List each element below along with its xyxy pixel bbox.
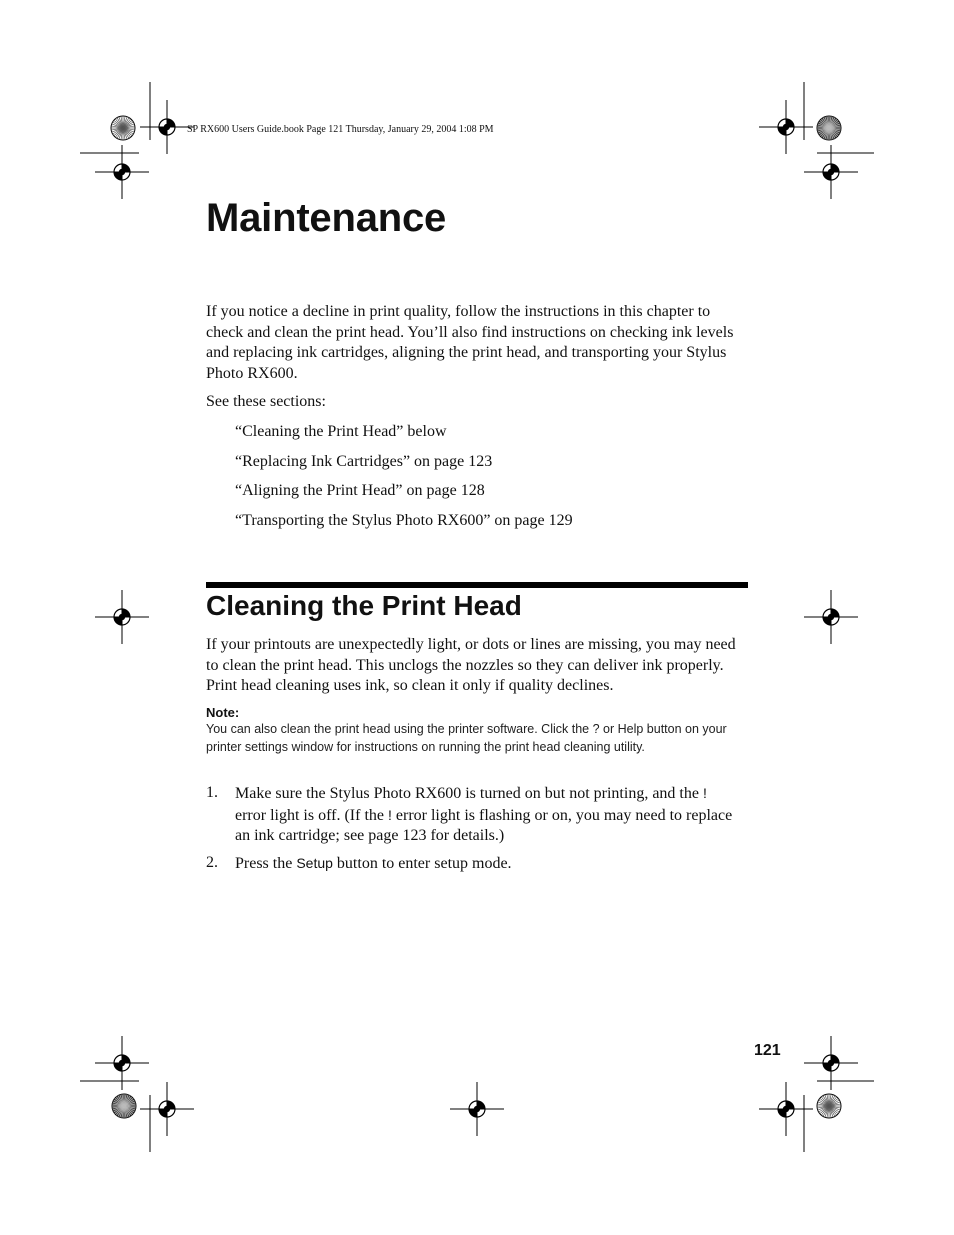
registration-target-icon xyxy=(804,1036,858,1090)
question-button-label: ? xyxy=(592,722,600,736)
section-paragraph: If your printouts are unexpectedly light, or dots or lines are missing, you may need to clean the print head. This unclogs the nozzles so they can deliver ink properly. Print head cleaning uses ink, so clean it only if quality declines. xyxy=(206,636,736,694)
page-number: 121 xyxy=(754,1042,781,1059)
registration-target-icon xyxy=(140,1082,194,1136)
note-label: Note: xyxy=(206,705,240,720)
section-link-cleaning[interactable]: “Cleaning the Print Head” below xyxy=(235,423,447,440)
step-number: 2. xyxy=(206,854,218,871)
registration-target-icon xyxy=(759,1082,813,1136)
section-link-replacing[interactable]: “Replacing Ink Cartridges” on page 123 xyxy=(235,453,493,470)
section-link-aligning[interactable]: “Aligning the Print Head” on page 128 xyxy=(235,482,485,499)
note-text: You can also clean the print head using the printer software. Click the ? or Help button on your printer settings window for instructions on running the print head cleaning utility. xyxy=(206,722,727,754)
chapter-title: Maintenance xyxy=(206,196,447,240)
help-button-label: Help xyxy=(617,722,644,736)
starburst-target-icon xyxy=(817,1094,841,1118)
registration-target-icon xyxy=(759,100,813,154)
registration-target-icon xyxy=(450,1082,504,1136)
step-number: 1. xyxy=(206,784,218,801)
section-link-transporting[interactable]: “Transporting the Stylus Photo RX600” on page 129 xyxy=(235,512,573,529)
book-file-info: SP RX600 Users Guide.book Page 121 Thursday, January 29, 2004 1:08 PM xyxy=(187,124,494,135)
registration-target-icon xyxy=(95,590,149,644)
registration-target-icon xyxy=(804,590,858,644)
starburst-target-icon xyxy=(111,116,135,140)
see-sections-label: See these sections: xyxy=(206,393,326,410)
starburst-target-icon xyxy=(817,116,841,140)
section-heading: Cleaning the Print Head xyxy=(206,590,522,621)
intro-paragraph: If you notice a decline in print quality, follow the instructions in this chapter to check and clean the print head. You’ll also find instructions on checking ink levels and replacing ink cartridges, aligning the print head, and transporting your Stylus Photo RX600. xyxy=(206,303,734,382)
registration-target-icon xyxy=(95,1036,149,1090)
error-light-icon: ! xyxy=(388,806,392,823)
error-light-icon: ! xyxy=(702,785,707,801)
section-divider xyxy=(206,582,748,588)
registration-target-icon xyxy=(140,100,194,154)
starburst-target-icon xyxy=(112,1094,136,1118)
setup-button-label: Setup xyxy=(296,855,333,871)
